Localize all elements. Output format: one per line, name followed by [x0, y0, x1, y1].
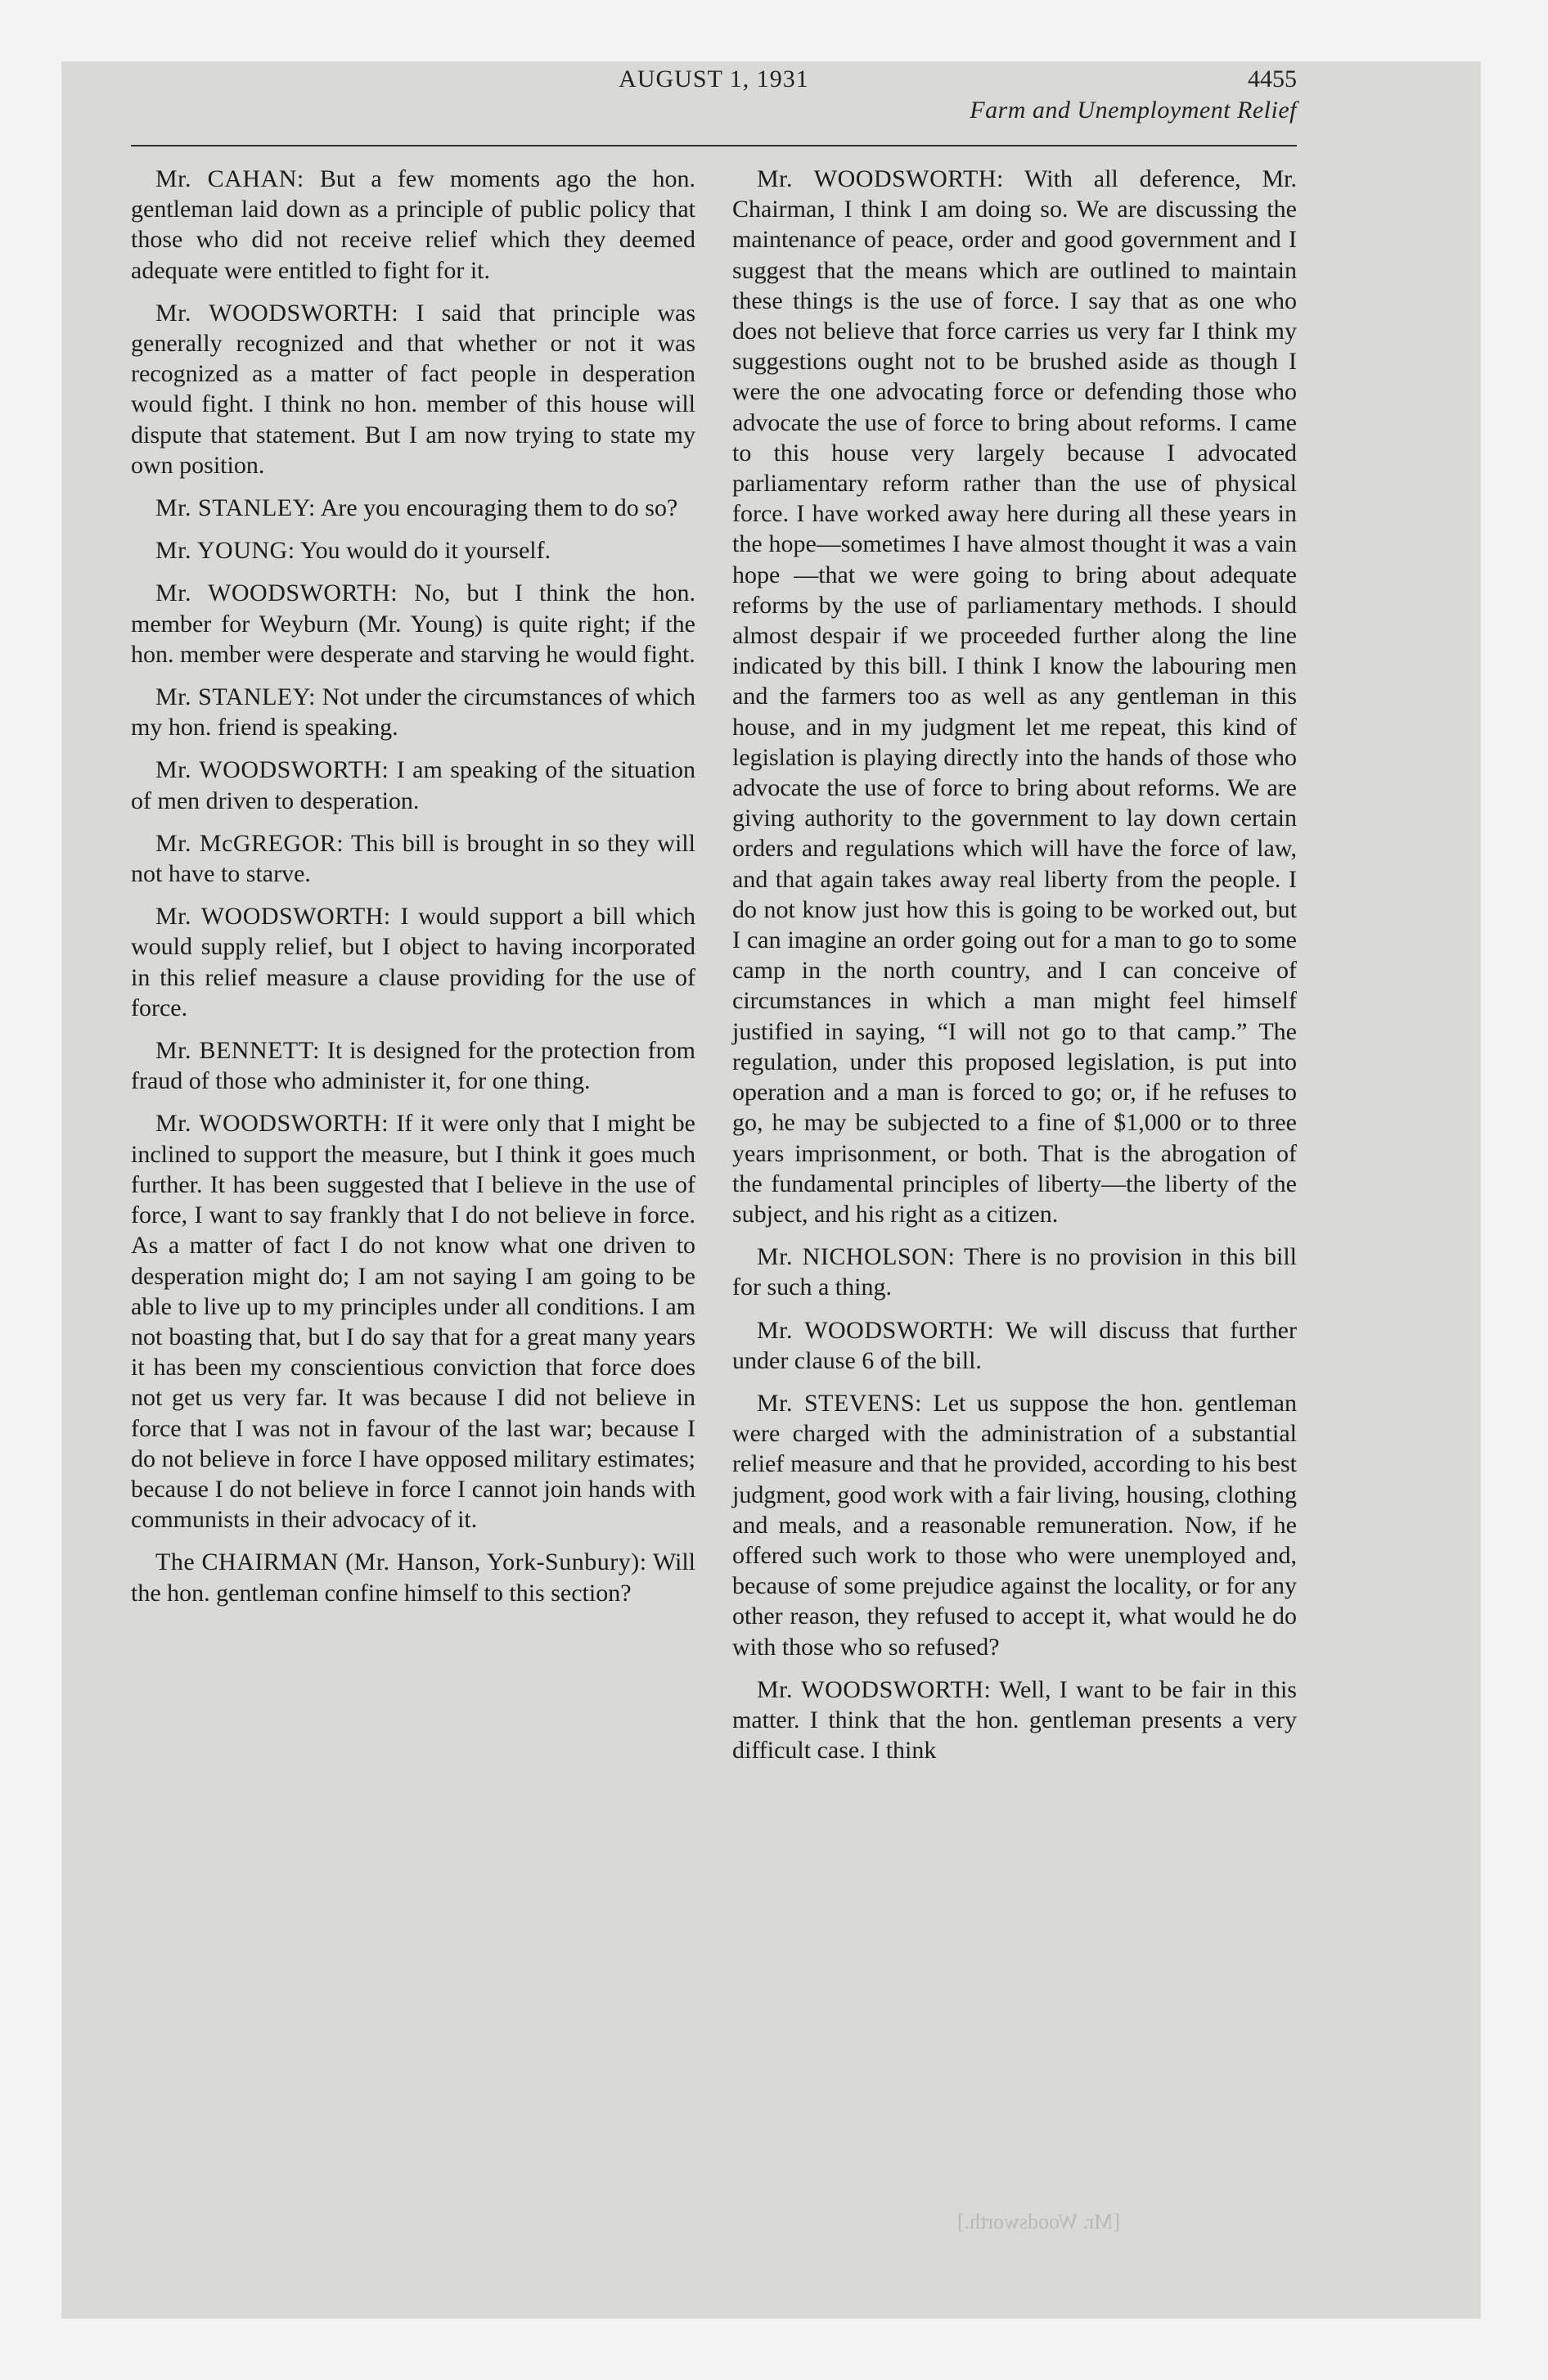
paragraph — [131, 1035, 695, 1096]
bleed-through-text: [Mr. Woodsworth.] — [957, 2210, 1120, 2234]
paragraph — [131, 682, 695, 742]
paragraph — [131, 1547, 695, 1607]
page-header — [131, 65, 1297, 139]
paragraph — [131, 755, 695, 815]
speaker-name: Mr. WOODSWORTH: — [155, 756, 389, 784]
paragraph — [131, 493, 695, 523]
paragraph-text: Will the hon. gentleman confine himself to this section? — [131, 1548, 695, 1607]
right-column — [732, 164, 1297, 1778]
speaker-name: Mr. McGREGOR: — [155, 829, 344, 857]
paragraph-text: No, but I think the hon. member for Weyburn (Mr. Young) is quite right; if the hon. member were desperate and starving he would fight. — [131, 579, 696, 668]
left-column — [131, 164, 695, 1620]
speaker-name: Mr. BENNETT: — [155, 1037, 320, 1065]
header-rule — [131, 145, 1297, 146]
paragraph — [131, 578, 695, 669]
paragraph — [732, 1315, 1297, 1376]
speaker-name: Mr. STANLEY: — [155, 494, 316, 522]
paragraph-text: But a few moments ago the hon. gentleman laid down as a principle of public policy that those who did not receive relief which they deemed adequate were entitled to fight for it. — [131, 165, 696, 284]
speaker-name: Mr. WOODSWORTH: — [757, 1316, 995, 1344]
speaker-name: Mr. WOODSWORTH: — [155, 1110, 389, 1138]
speaker-name: Mr. WOODSWORTH: — [155, 903, 391, 931]
paragraph-text: I am speaking of the situation of men driven to desperation. — [131, 756, 695, 814]
paragraph-text: Well, I want to be fair in this matter. I think that the hon. gentleman presents a very difficult case. I think — [732, 1675, 1297, 1765]
speaker-name: Mr. WOODSWORTH: — [757, 1675, 992, 1703]
paragraph — [131, 298, 695, 480]
paragraph — [732, 1242, 1297, 1302]
page-date: AUGUST 1, 1931 — [619, 65, 809, 92]
paragraph-text: Let us suppose the hon. gentleman were charged with the administration of a substantial relief measure and that he provided, according to his best judgment, good work with a fair living, housing, clothing and meals, and a reasonable remuneration. Now, if he offered such work to those who were unemployed and, because of some prejudice against the locality, or for any other reason, they refused to accept it, what would he do with those who so refused? — [732, 1389, 1297, 1661]
paragraph-text: It is designed for the protection from fraud of those who administer it, for one thing. — [131, 1037, 695, 1095]
paragraph — [131, 1108, 695, 1535]
paragraph — [131, 828, 695, 889]
paragraph-text: I said that principle was generally recognized and that whether or not it was recognized as a matter of fact people in desperation would fight. I think no hon. member of this house will dispute that statement. But I am now trying to state my own position. — [131, 299, 695, 479]
paragraph — [131, 901, 695, 1023]
speaker-name: Mr. CAHAN: — [155, 165, 304, 192]
paragraph-text: There is no provision in this bill for such a thing. — [732, 1243, 1297, 1301]
speaker-name: Mr. NICHOLSON: — [757, 1243, 956, 1271]
paragraph-text: I would support a bill which would supply relief, but I object to having incorporated in this relief measure a clause providing for the use of force. — [131, 903, 695, 1021]
speaker-name: Mr. WOODSWORTH: — [757, 165, 1004, 192]
speaker-name: Mr. STANLEY: — [155, 683, 316, 711]
paragraph — [131, 535, 695, 566]
paragraph — [732, 1388, 1297, 1662]
paragraph-text: With all deference, Mr. Chairman, I think I am doing so. We are discussing the maintenance of peace, order and good government and I suggest that the means which are outlined to maintain these things is the use of force. I say that as one who does not believe that force carries us very far I think my suggestions ought not to be brushed aside as though I were the one advocating force or defending those who advocate the use of force to bring about reforms. I came to this house very largely because I advocated parliamentary reform rather than the use of physical force. I have worked away here during all these years in the hope—sometimes I have almost thought it was a vain hope —that we were going to bring about adequate reforms by the use of parliamentary methods. I should almost despair if we proceeded further along the line indicated by this bill. I think I know the labouring men and the farmers too as well as any gentleman in this house, and in my judgment let me repeat, this kind of legislation is playing directly into the hands of those who advocate the use of force to bring about reforms. We are giving authority to the government to lay down certain orders and regulations which will have the force of law, and that again takes away real liberty from the people. I do not know just how this is going to be worked out, but I can imagine an order going out for a man to go to some camp in the north country, and I can conceive of circumstances in which a man might feel himself justified in saying, “I will not go to that camp.” The regulation, under this proposed legislation, is put into operation and a man is forced to go; or, if he refuses to go, he may be subjected to a fine of $1,000 or to three years imprisonment, or both. That is the abrogation of the fundamental principles of liberty—the liberty of the subject, and his right as a citizen. — [732, 165, 1297, 1228]
paragraph-text: We will discuss that further under clause 6 of the bill. — [732, 1316, 1297, 1374]
paragraph — [131, 164, 695, 286]
paragraph-text: Are you encouraging them to do so? — [320, 494, 678, 522]
paragraph — [732, 1675, 1297, 1766]
paragraph — [732, 164, 1297, 1229]
speaker-name: Mr. WOODSWORTH: — [155, 579, 398, 607]
paragraph-text: You would do it yourself. — [299, 537, 551, 565]
page-subject: Farm and Unemployment Relief — [970, 97, 1297, 124]
speaker-name: Mr. YOUNG: — [155, 537, 295, 565]
speaker-name: The CHAIRMAN (Mr. Hanson, York-Sunbury): — [155, 1548, 647, 1576]
speaker-name: Mr. STEVENS: — [757, 1389, 922, 1417]
paragraph-text: This bill is brought in so they will not have to starve. — [131, 829, 695, 888]
paragraph-text: Not under the circumstances of which my hon. friend is speaking. — [131, 683, 696, 741]
paragraph-text: If it were only that I might be inclined to support the measure, but I think it goes much further. It has been suggested that I believe in the use of force, I want to say frankly that I do not believe in force. As a matter of fact I do not know what one driven to desperation might do; I am not saying I am going to be able to live up to my principles under all conditions. I am not boasting that, but I do say that for a great many years it has been my conscientious conviction that force does not get us very far. It was because I did not believe in force that I was not in favour of the last war; because I do not believe in force I have opposed military estimates; because I do not believe in force I cannot join hands with communists in their advocacy of it. — [131, 1110, 695, 1534]
page-number: 4455 — [1248, 65, 1297, 92]
speaker-name: Mr. WOODSWORTH: — [155, 299, 399, 327]
